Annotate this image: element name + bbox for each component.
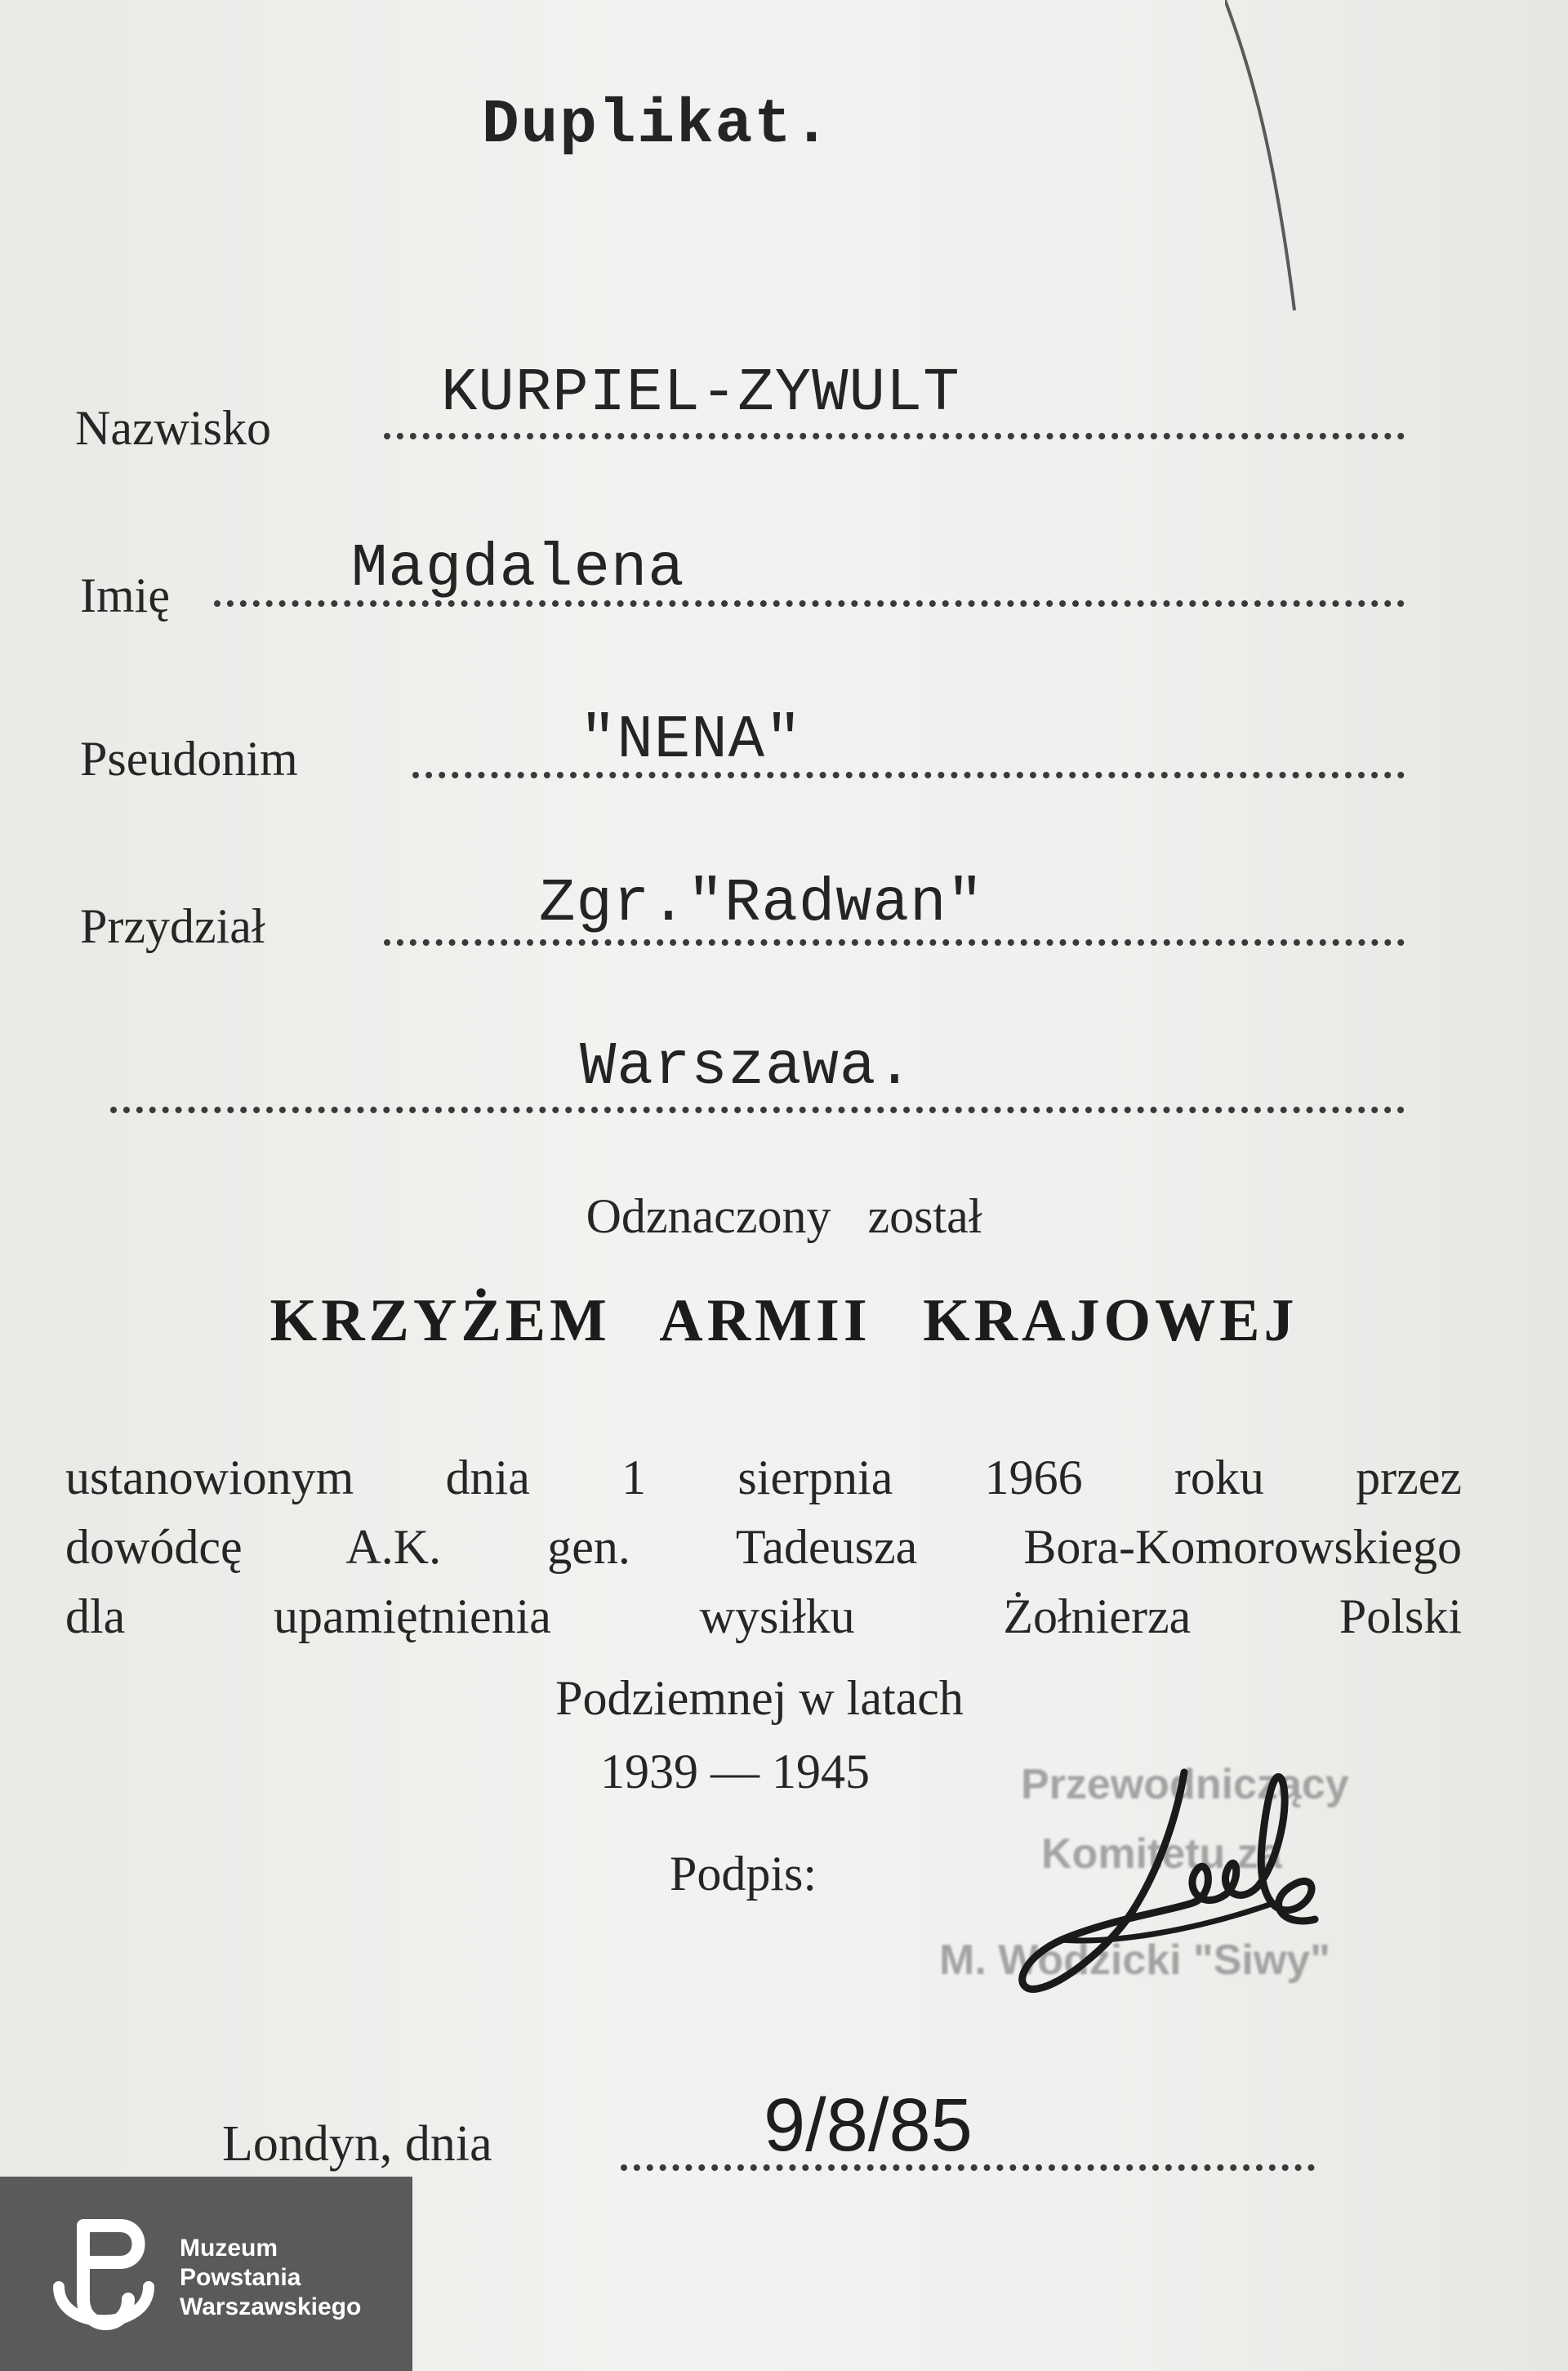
place-date-label: Londyn, dnia [222,2116,492,2172]
pseudonym-dotted-line [412,772,1405,778]
logo-line-3: Warszawskiego [180,2293,362,2320]
pseudonym-value: "NENA" [580,706,803,775]
museum-logo-badge [0,2177,412,2371]
years-text: 1939 — 1945 [600,1745,870,1798]
signature-label: Podpis: [670,1847,817,1901]
anchor-logo-icon [51,2209,157,2340]
document-title: Duplikat. [482,90,832,160]
logo-line-2: Powstania [180,2264,301,2291]
paragraph-line-1: ustanowionym dnia 1 sierpnia 1966 roku przez [65,1451,1462,1504]
logo-line-1: Muzeum [180,2235,278,2262]
paragraph-line-3: dla upamiętnienia wysiłku Żołnierza Polski [65,1589,1462,1643]
first-name-value: Magdalena [351,535,685,604]
first-name-label: Imię [80,568,170,622]
stamp-line-2: Komitetu za [1041,1830,1282,1878]
surname-dotted-line [384,433,1405,439]
handwritten-signature [1013,1756,1356,2017]
assignment-label: Przydział [80,899,265,953]
surname-value: KURPIEL-ZYWULT [441,359,960,428]
date-value: 9/8/85 [764,2084,973,2167]
award-name: KRZYŻEM ARMII KRAJOWEJ [270,1287,1298,1354]
assignment-value-line-2: Warszawa. [580,1033,914,1102]
assignment-second-dotted-line [110,1107,1405,1113]
surname-label: Nazwisko [75,401,271,455]
paragraph-line-4: Podziemnej w latach [555,1671,964,1725]
assignment-dotted-line [384,939,1405,946]
paragraph-line-2: dowódcę A.K. gen. Tadeusza Bora-Komorowskiego [65,1520,1462,1574]
stamp-line-3: M. Wodzicki "Siwy" [939,1936,1330,1984]
awarded-text: Odznaczony został [586,1189,982,1243]
stamp-line-1: Przewodniczący [1021,1761,1349,1808]
assignment-value: Zgr."Radwan" [539,870,984,938]
paper-crease [1225,0,1323,327]
pseudonym-label: Pseudonim [80,732,298,786]
